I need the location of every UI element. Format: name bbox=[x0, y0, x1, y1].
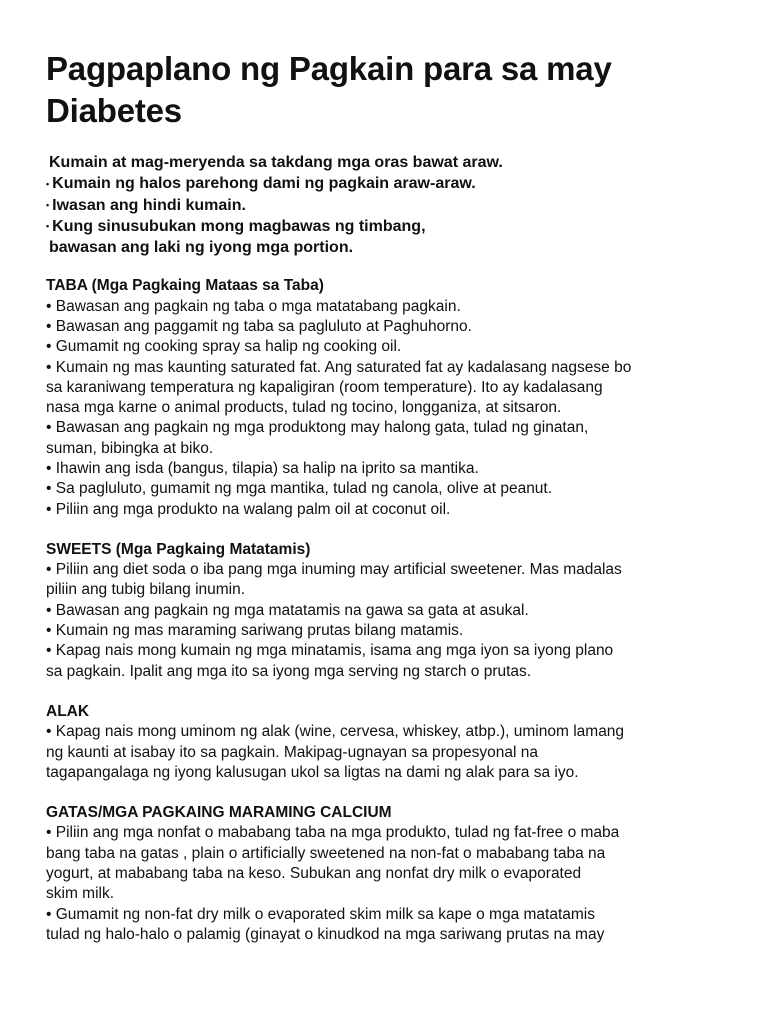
section bbox=[46, 803, 746, 945]
document-title bbox=[46, 48, 746, 132]
section bbox=[46, 540, 746, 682]
intro-text: Kumain at mag-meryenda sa takdang mga oras bawat araw. bbox=[49, 154, 503, 171]
intro-line bbox=[46, 152, 746, 173]
section-text-line: • Gumamit ng non-fat dry milk o evaporated skim milk sa kape o mga matatamis bbox=[46, 905, 595, 923]
intro-text: Iwasan ang hindi kumain. bbox=[52, 196, 246, 214]
section-text-line: • Bawasan ang pagkain ng mga produktong may halong gata, tulad ng ginatan, bbox=[46, 419, 589, 437]
section-text-line: • Kapag nais mong uminom ng alak (wine, cervesa, whiskey, atbp.), uminom lamang bbox=[46, 723, 625, 741]
section bbox=[46, 702, 746, 783]
section-text-line: sa pagkain. Ipalit ang mga ito sa iyong mga serving ng starch o prutas. bbox=[46, 662, 532, 680]
section-heading: SWEETS (Mga Pagkaing Matatamis) bbox=[46, 540, 311, 558]
intro-line bbox=[46, 216, 746, 237]
section-heading: TABA (Mga Pagkaing Mataas sa Taba) bbox=[46, 277, 324, 295]
intro-block bbox=[46, 152, 746, 258]
section-text-line: • Bawasan ang paggamit ng taba sa pagluluto at Paghuhorno. bbox=[46, 317, 472, 335]
section-text-line: • Ihawin ang isda (bangus, tilapia) sa halip na iprito sa mantika. bbox=[46, 460, 479, 477]
intro-text: bawasan ang laki ng iyong mga portion. bbox=[49, 239, 354, 257]
section-text-line: • Sa pagluluto, gumamit ng mga mantika, tulad ng canola, olive at peanut. bbox=[46, 480, 553, 498]
intro-text: Kumain ng halos parehong dami ng pagkain araw-araw. bbox=[52, 175, 476, 193]
section-text-line: • Bawasan ang pagkain ng mga matatamis na gawa sa gata at asukal. bbox=[46, 601, 529, 619]
section-text-line: • Bawasan ang pagkain ng taba o mga matatabang pagkain. bbox=[46, 297, 461, 315]
intro-line bbox=[46, 237, 746, 258]
title-line: Pagpaplano ng Pagkain para sa may bbox=[46, 50, 612, 87]
section-text-line: skim milk. bbox=[46, 885, 115, 903]
bullet-marker: • bbox=[46, 199, 50, 210]
title-line: Diabetes bbox=[46, 92, 182, 129]
section-text-line: • Kumain ng mas maraming sariwang prutas bilang matamis. bbox=[46, 622, 464, 640]
section-text-line: tagapangalaga ng iyong kalusugan ukol sa ligtas na dami ng alak para sa iyo. bbox=[46, 763, 579, 781]
section-text-line: yogurt, at mababang taba na keso. Subukan ang nonfat dry milk o evaporated bbox=[46, 865, 582, 883]
intro-line bbox=[46, 173, 746, 194]
section-text-line: • Kumain ng mas kaunting saturated fat. Ang saturated fat ay kadalasang nagsese bo bbox=[46, 358, 632, 376]
bullet-marker: • bbox=[46, 178, 50, 189]
section-text-line: ng kaunti at isabay ito sa pagkain. Makipag-ugnayan sa propesyonal na bbox=[46, 743, 539, 761]
section-text-line: tulad ng halo-halo o palamig (ginayat o kinudkod na mga sariwang prutas na may bbox=[46, 925, 605, 943]
section-text-line: • Gumamit ng cooking spray sa halip ng cooking oil. bbox=[46, 338, 402, 356]
intro-line bbox=[46, 195, 746, 216]
section-text-line: • Piliin ang mga produkto na walang palm oil at coconut oil. bbox=[46, 500, 451, 518]
section-text-line: sa karaniwang temperatura ng kapaligiran (room temperature). Ito ay kadalasang bbox=[46, 378, 603, 396]
section-text-line: • Piliin ang diet soda o iba pang mga inuming may artificial sweetener. Mas madalas bbox=[46, 561, 622, 579]
section-heading: ALAK bbox=[46, 702, 90, 720]
section-text-line: bang taba na gatas , plain o artificially sweetened na non-fat o mababang taba na bbox=[46, 844, 606, 862]
sections-container bbox=[46, 276, 746, 945]
section-text-line: • Kapag nais mong kumain ng mga minatamis, isama ang mga iyon sa iyong plano bbox=[46, 642, 614, 660]
document-page bbox=[46, 48, 746, 965]
section bbox=[46, 276, 746, 520]
section-text-line: piliin ang tubig bilang inumin. bbox=[46, 581, 246, 599]
intro-text: Kung sinusubukan mong magbawas ng timbang, bbox=[52, 217, 426, 235]
section-heading: GATAS/MGA PAGKAING MARAMING CALCIUM bbox=[46, 804, 392, 822]
section-text-line: • Piliin ang mga nonfat o mababang taba na mga produkto, tulad ng fat-free o maba bbox=[46, 824, 620, 842]
bullet-marker: • bbox=[46, 221, 50, 232]
section-text-line: suman, bibingka at biko. bbox=[46, 439, 214, 457]
section-text-line: nasa mga karne o animal products, tulad ng tocino, longganiza, at sitsaron. bbox=[46, 399, 562, 417]
